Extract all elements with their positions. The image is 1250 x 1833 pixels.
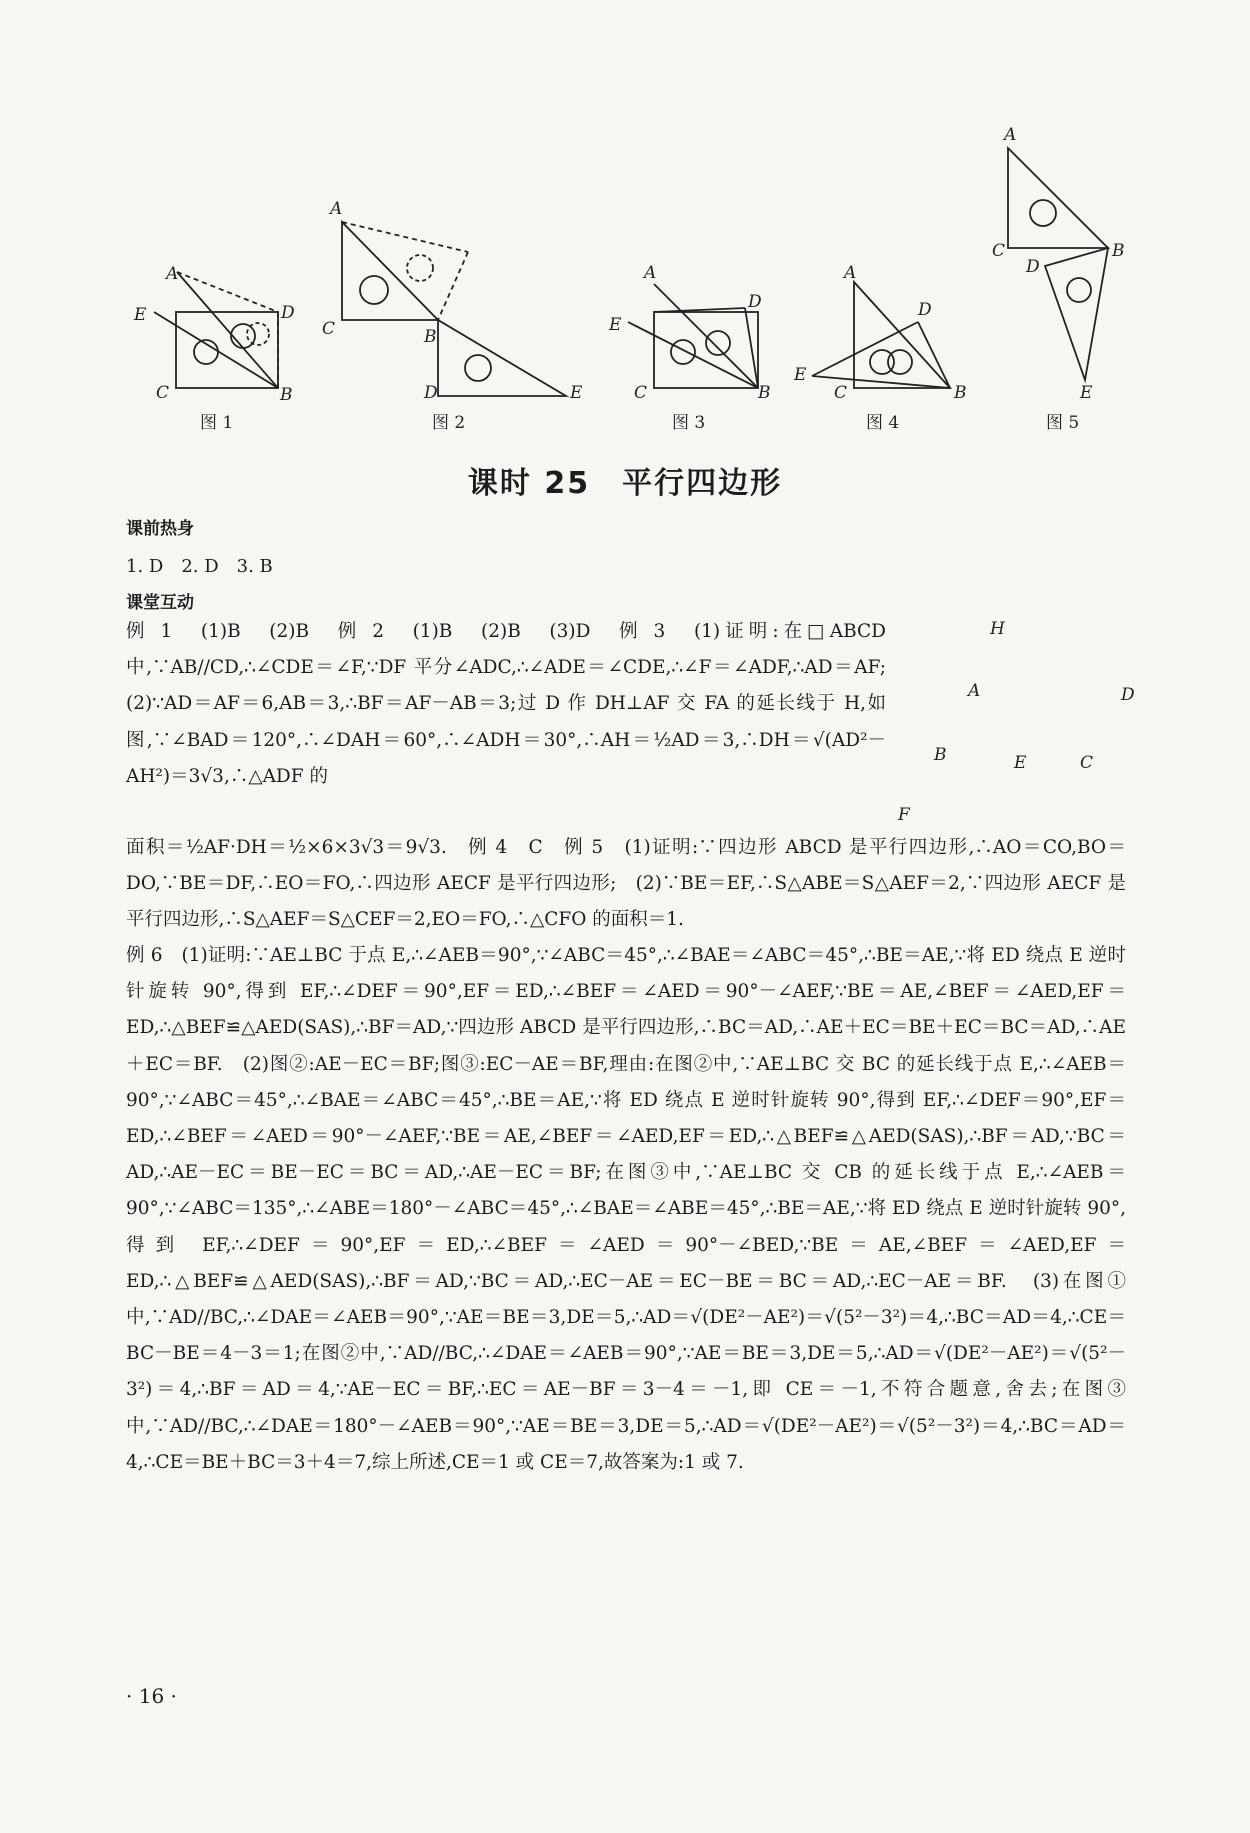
example-label-A: A [968, 681, 981, 701]
fig4-label-E: E [794, 365, 807, 385]
figure-5 [1008, 148, 1108, 380]
figure-3 [628, 284, 758, 388]
figure-3-caption: 图 3 [672, 413, 706, 433]
figure-2-caption: 图 2 [432, 413, 466, 433]
fig2-label-B: B [424, 327, 437, 347]
fig3-label-A: A [644, 263, 657, 283]
figure-4-caption: 图 4 [866, 413, 900, 433]
figure-row [0, 0, 1250, 440]
fig4-label-C: C [834, 383, 848, 403]
fig4-label-D: D [918, 300, 932, 320]
fig1-label-C: C [156, 383, 170, 403]
figure-5-caption: 图 5 [1046, 413, 1080, 433]
fig5-label-B: B [1112, 241, 1125, 261]
fig5-label-C: C [992, 241, 1006, 261]
example-label-B: B [934, 745, 947, 765]
figure-2 [342, 222, 566, 396]
example-label-C: C [1080, 753, 1094, 773]
fig5-label-A: A [1004, 125, 1017, 145]
example-4-5-text: 面积＝½AF·DH＝½×6×3√3＝9√3. 例 4 C 例 5 (1)证明:∵四边形 ABCD 是平行四边形,∴AO＝CO,BO＝DO,∵BE＝DF,∴EO＝FO,∴四边形 AECF 是平行四边形; (2)∵BE＝EF,∴S△ABE＝S△AEF＝2,∵四边形 AECF 是平行四边形,∴S△AEF＝S△CEF＝2,EO＝FO,∴△CFO 的面积＝1. [126, 837, 1126, 931]
fig5-label-D: D [1026, 257, 1040, 277]
fig3-label-C: C [634, 383, 648, 403]
fig2-label-A: A [330, 199, 343, 219]
fig2-label-D: D [424, 383, 438, 403]
fig4-label-A: A [844, 263, 857, 283]
warmup-answers: 1. D 2. D 3. B [126, 556, 273, 577]
fig3-label-E: E [609, 315, 622, 335]
example-label-F: F [898, 805, 910, 825]
fig4-label-B: B [954, 383, 967, 403]
example-label-D: D [1121, 685, 1135, 705]
example-1-3-text: 例 1 (1)B (2)B 例 2 (1)B (2)B (3)D 例 3 (1)证明:在□ABCD 中,∵AB//CD,∴∠CDE＝∠F,∵DF 平分∠ADC,∴∠ADE＝∠CDE,∴∠F＝∠ADF,∴AD＝AF; (2)∵AD＝AF＝6,AB＝3,∴BF＝AF－AB＝3;过 D 作 DH⊥AF 交 FA 的延长线于 H,如图,∵∠BAD＝120°,∴∠DAH＝60°,∴∠ADH＝30°,∴AH＝½AD＝3,∴DH＝√(AD²－AH²)＝3√3,∴△ADF 的 [126, 621, 905, 787]
fig1-label-E: E [134, 305, 147, 325]
fig5-label-E: E [1080, 383, 1093, 403]
fig2-label-E: E [570, 383, 583, 403]
section-warmup: 课前热身 [126, 519, 194, 539]
figures-svg [0, 0, 1250, 440]
lesson-title: 课时 25 平行四边形 [467, 466, 783, 501]
fig2-label-C: C [322, 319, 336, 339]
example-label-H: H [990, 619, 1005, 639]
fig3-label-B: B [758, 383, 771, 403]
figure-1-caption: 图 1 [200, 413, 234, 433]
fig1-label-A: A [166, 264, 179, 284]
figure-1 [154, 272, 278, 388]
figure-4 [812, 282, 950, 388]
page-number: · 16 · [126, 1684, 177, 1708]
section-classroom: 课堂互动 [126, 593, 194, 613]
fig3-label-D: D [748, 292, 762, 312]
fig1-label-D: D [281, 303, 295, 323]
example-label-E: E [1014, 753, 1027, 773]
example-6-text: 例 6 (1)证明:∵AE⊥BC 于点 E,∴∠AEB＝90°,∵∠ABC＝45°,∴∠BAE＝∠ABC＝45°,∴BE＝AE,∵将 ED 绕点 E 逆时针旋转 90°,得到 EF,∴∠DEF＝90°,EF＝ED,∴∠BEF＝∠AED＝90°－∠AEF,∵BE＝AE,∠BEF＝∠AED,EF＝ED,∴△BEF≌△AED(SAS),∴BF＝AD,∵四边形 ABCD 是平行四边形,∴BC＝AD,∴AE＋EC＝BE＋EC＝BC＝AD,∴AE＋EC＝BF. (2)图②:AE－EC＝BF;图③:EC－AE＝BF,理由:在图②中,∵AE⊥BC 交 BC 的延长线于点 E,∴∠AEB＝90°,∵∠ABC＝45°,∴∠BAE＝∠ABC＝45°,∴BE＝AE,∵将 ED 绕点 E 逆时针旋转 90°,得到 EF,∴∠DEF＝90°,EF＝ED,∴∠BEF＝∠AED＝90°－∠AEF,∵BE＝AE,∠BEF＝∠AED,EF＝ED,∴△BEF≌△AED(SAS),∴BF＝AD,∵BC＝AD,∴AE－EC＝BE－EC＝BC＝AD,∴AE－EC＝BF;在图③中,∵AE⊥BC 交 CB 的延长线于点 E,∴∠AEB＝90°,∵∠ABC＝135°,∴∠ABE＝180°－∠ABC＝45°,∴∠BAE＝∠ABE＝45°,∴BE＝AE,∵将 ED 绕点 E 逆时针旋转 90°,得到 EF,∴∠DEF＝90°,EF＝ED,∴∠BEF＝∠AED＝90°－∠BED,∵BE＝AE,∠BEF＝∠AED,EF＝ED,∴△BEF≌△AED(SAS),∴BF＝AD,∵BC＝AD,∴EC－AE＝EC－BE＝BC＝AD,∴EC－AE＝BF. (3)在图①中,∵AD//BC,∴∠DAE＝∠AEB＝90°,∵AE＝BE＝3,DE＝5,∴AD＝√(DE²－AE²)＝√(5²－3²)＝4,∴BC＝AD＝4,∴CE＝BC－BE＝4－3＝1;在图②中,∵AD//BC,∴∠DAE＝∠AEB＝90°,∵AE＝BE＝3,DE＝5,∴AD＝√(DE²－AE²)＝√(5²－3²)＝4,∴BF＝AD＝4,∵AE－EC＝BF,∴EC＝AE－BF＝3－4＝－1,即 CE＝－1,不符合题意,舍去;在图③中,∵AD//BC,∴∠DAE＝180°－∠AEB＝90°,∵AE＝BE＝3,DE＝5,∴AD＝√(DE²－AE²)＝√(5²－3²)＝4,∴BC＝AD＝4,∴CE＝BE＋BC＝3＋4＝7,综上所述,CE＝1 或 CE＝7,故答案为:1 或 7. [126, 945, 1126, 1473]
fig1-label-B: B [280, 385, 293, 405]
